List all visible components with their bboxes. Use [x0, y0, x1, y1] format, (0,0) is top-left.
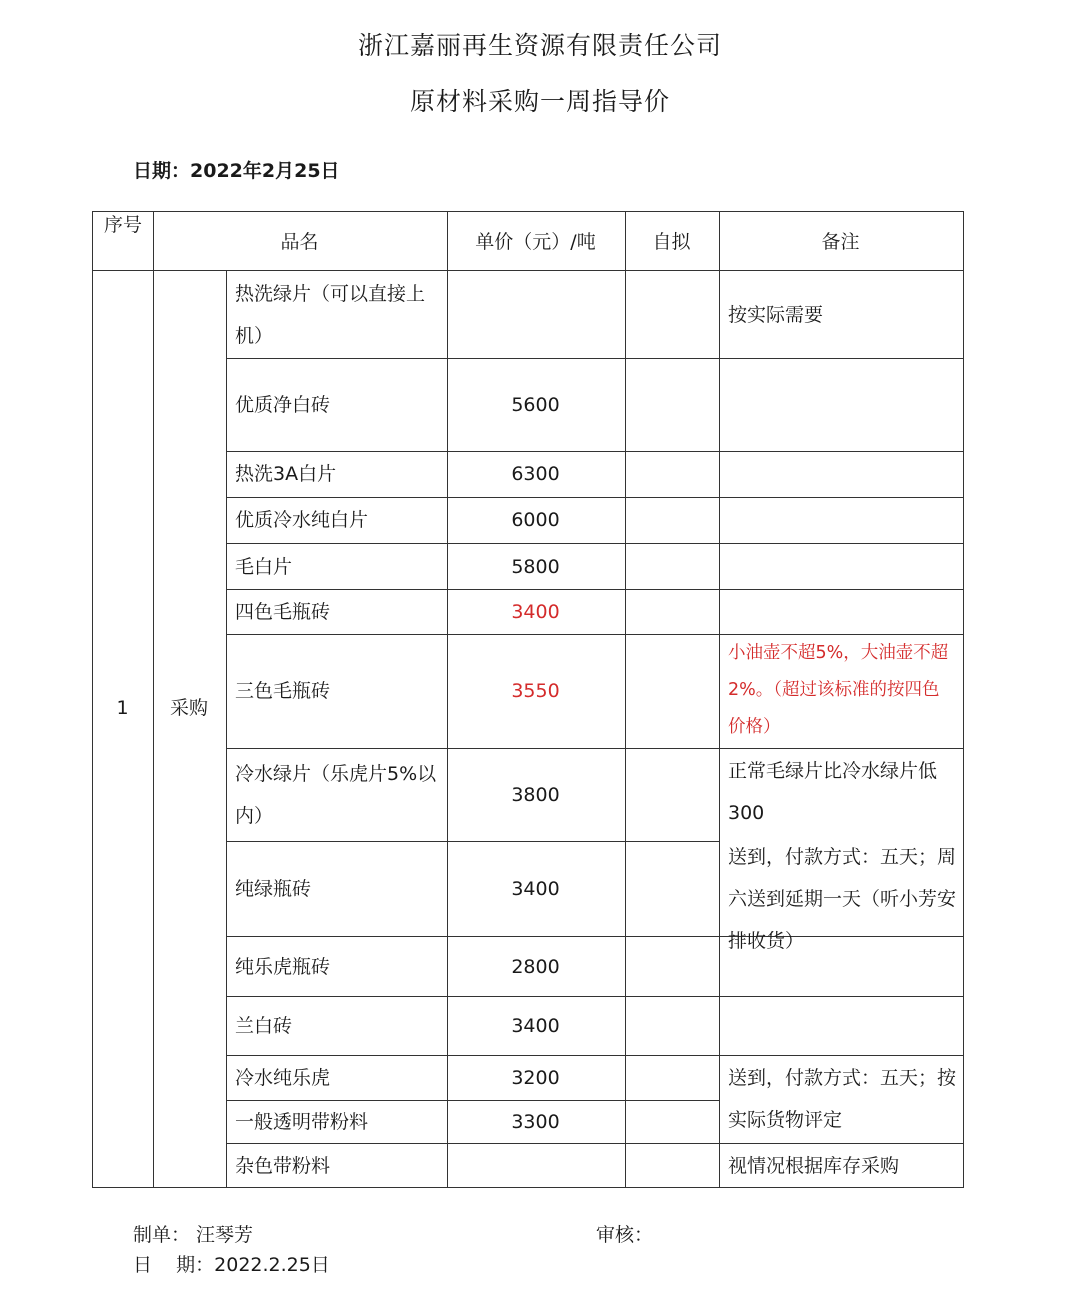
item-name: 热洗绿片（可以直接上机）	[235, 283, 426, 347]
note-text: 按实际需要	[728, 304, 824, 326]
item-name: 纯乐虎瓶砖	[235, 956, 331, 978]
item-name: 一般透明带粉料	[235, 1111, 369, 1133]
item-name: 冷水绿片（乐虎片5%以内）	[235, 763, 437, 827]
item-price: 6000	[511, 509, 560, 531]
item-name: 优质净白砖	[235, 394, 331, 416]
category: 采购	[169, 697, 208, 719]
date-line: 日期：2022年2月25日	[133, 160, 340, 182]
header-price: 单价（元）/吨	[475, 231, 596, 253]
footer-date: 日 期：2022.2.25日	[133, 1254, 330, 1276]
item-name: 毛白片	[235, 556, 293, 578]
footer-review: 审核：	[596, 1224, 654, 1246]
document-title: 原材料采购一周指导价	[409, 87, 670, 116]
note-text: 正常毛绿片比冷水绿片低300	[728, 760, 938, 824]
item-price: 3300	[511, 1111, 560, 1133]
item-price: 2800	[511, 956, 560, 978]
note-text: 视情况根据库存采购	[728, 1155, 900, 1177]
item-name: 优质冷水纯白片	[235, 509, 369, 531]
item-name: 三色毛瓶砖	[235, 680, 331, 702]
header-note: 备注	[821, 231, 860, 253]
item-price: 3550	[511, 680, 560, 702]
item-price: 3200	[511, 1067, 560, 1089]
item-name: 四色毛瓶砖	[235, 601, 331, 623]
item-name: 冷水纯乐虎	[235, 1067, 331, 1089]
item-name: 热洗3A白片	[235, 463, 337, 485]
item-price: 5800	[511, 556, 560, 578]
note-text: 送到，付款方式：五天；周六送到延期一天（听小芳安排收货）	[728, 846, 957, 952]
note-text-red: 小油壶不超5%，大油壶不超2%。（超过该标准的按四色价格）	[728, 643, 949, 737]
header-seq: 序号	[103, 214, 142, 236]
item-name: 兰白砖	[235, 1015, 293, 1037]
seq-value: 1	[116, 697, 129, 719]
item-price: 3800	[511, 784, 560, 806]
item-name: 杂色带粉料	[235, 1155, 331, 1177]
header-self: 自拟	[652, 231, 691, 253]
item-name: 纯绿瓶砖	[235, 878, 312, 900]
header-name: 品名	[280, 231, 319, 253]
item-price: 3400	[511, 1015, 560, 1037]
footer-maker: 制单： 汪琴芳	[133, 1224, 254, 1246]
item-price: 3400	[511, 601, 560, 623]
company-name: 浙江嘉丽再生资源有限责任公司	[357, 31, 722, 60]
item-price: 6300	[511, 463, 560, 485]
item-price: 3400	[511, 878, 560, 900]
note-text: 送到，付款方式：五天；按实际货物评定	[728, 1067, 957, 1131]
item-price: 5600	[511, 394, 560, 416]
